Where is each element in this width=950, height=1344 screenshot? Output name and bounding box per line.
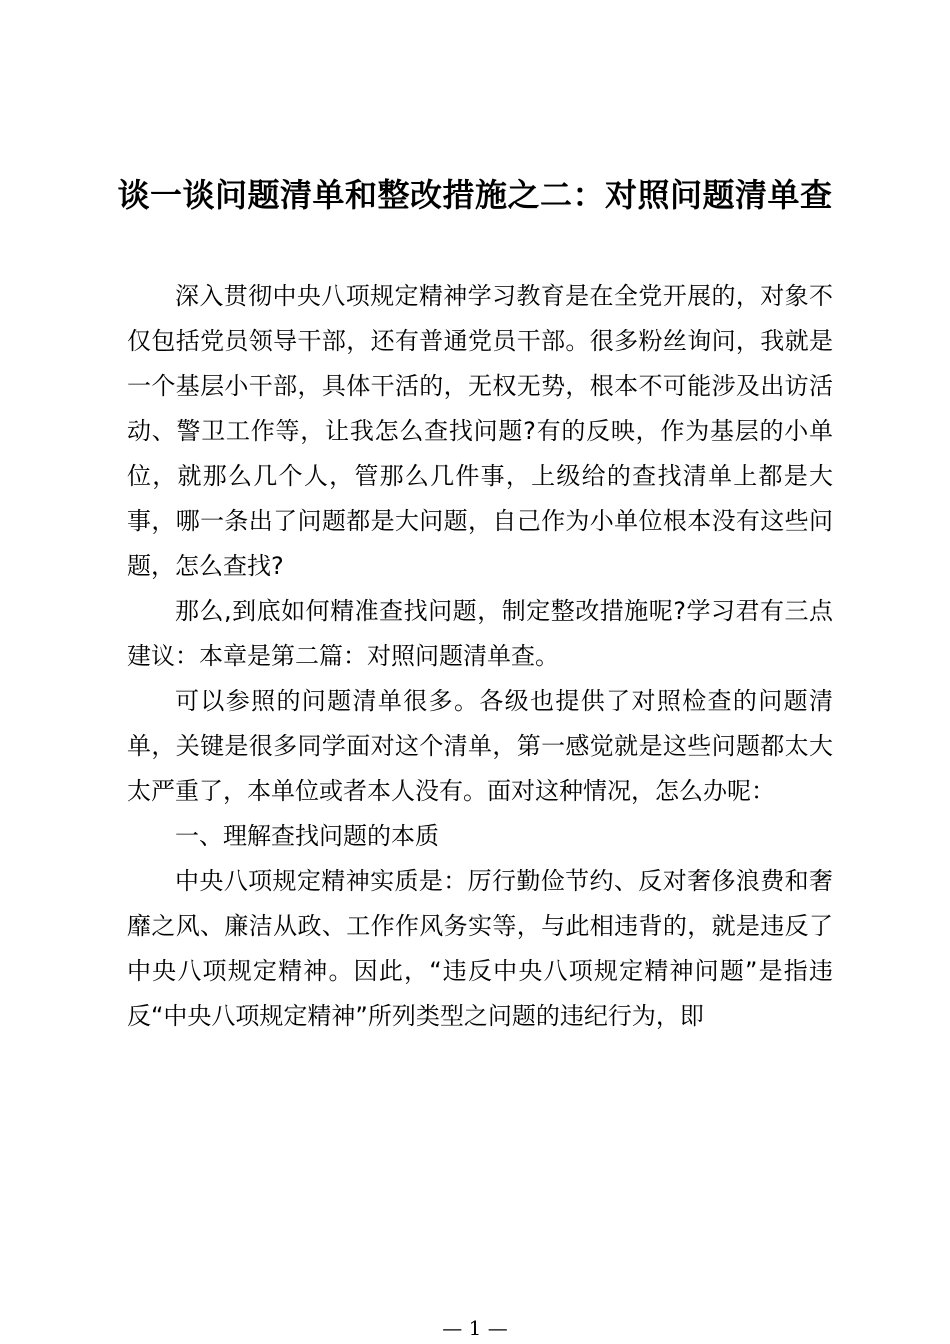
paragraph-suggestions: 那么,到底如何精准查找问题，制定整改措施呢?学习君有三点建议：本章是第二篇：对照问题清单查。 [127, 597, 833, 670]
paragraph-intro: 深入贯彻中央八项规定精神学习教育是在全党开展的，对象不仅包括党员领导干部，还有普通党员干部。很多粉丝询问，我就是一个基层小干部，具体干活的，无权无势，根本不可能涉及出访活动、警卫工作等，让我怎么查找问题?有的反映，作为基层的小单位，就那么几个人，管那么几件事，上级给的查找清单上都是大事，哪一条出了问题都是大问题，自己作为小单位根本没有这些问题，怎么查找? [127, 282, 833, 580]
paragraph-essence: 中央八项规定精神实质是：厉行勤俭节约、反对奢侈浪费和奢靡之风、廉洁从政、工作作风务实等，与此相违背的，就是违反了中央八项规定精神。因此，“违反中央八项规定精神问题”是指违反“中央八项规定精神”所列类型之问题的违纪行为，即 [127, 867, 833, 1030]
document-title: 谈一谈问题清单和整改措施之二：对照问题清单查 [117, 176, 833, 214]
section-heading: 一、理解查找问题的本质 [175, 822, 439, 850]
paragraph-checklist: 可以参照的问题清单很多。各级也提供了对照检查的问题清单，关键是很多同学面对这个清单，第一感觉就是这些问题都太大太严重了，本单位或者本人没有。面对这种情况，怎么办呢： [127, 687, 833, 805]
document-body [127, 274, 833, 1039]
page-number: — 1 — [442, 1316, 508, 1340]
